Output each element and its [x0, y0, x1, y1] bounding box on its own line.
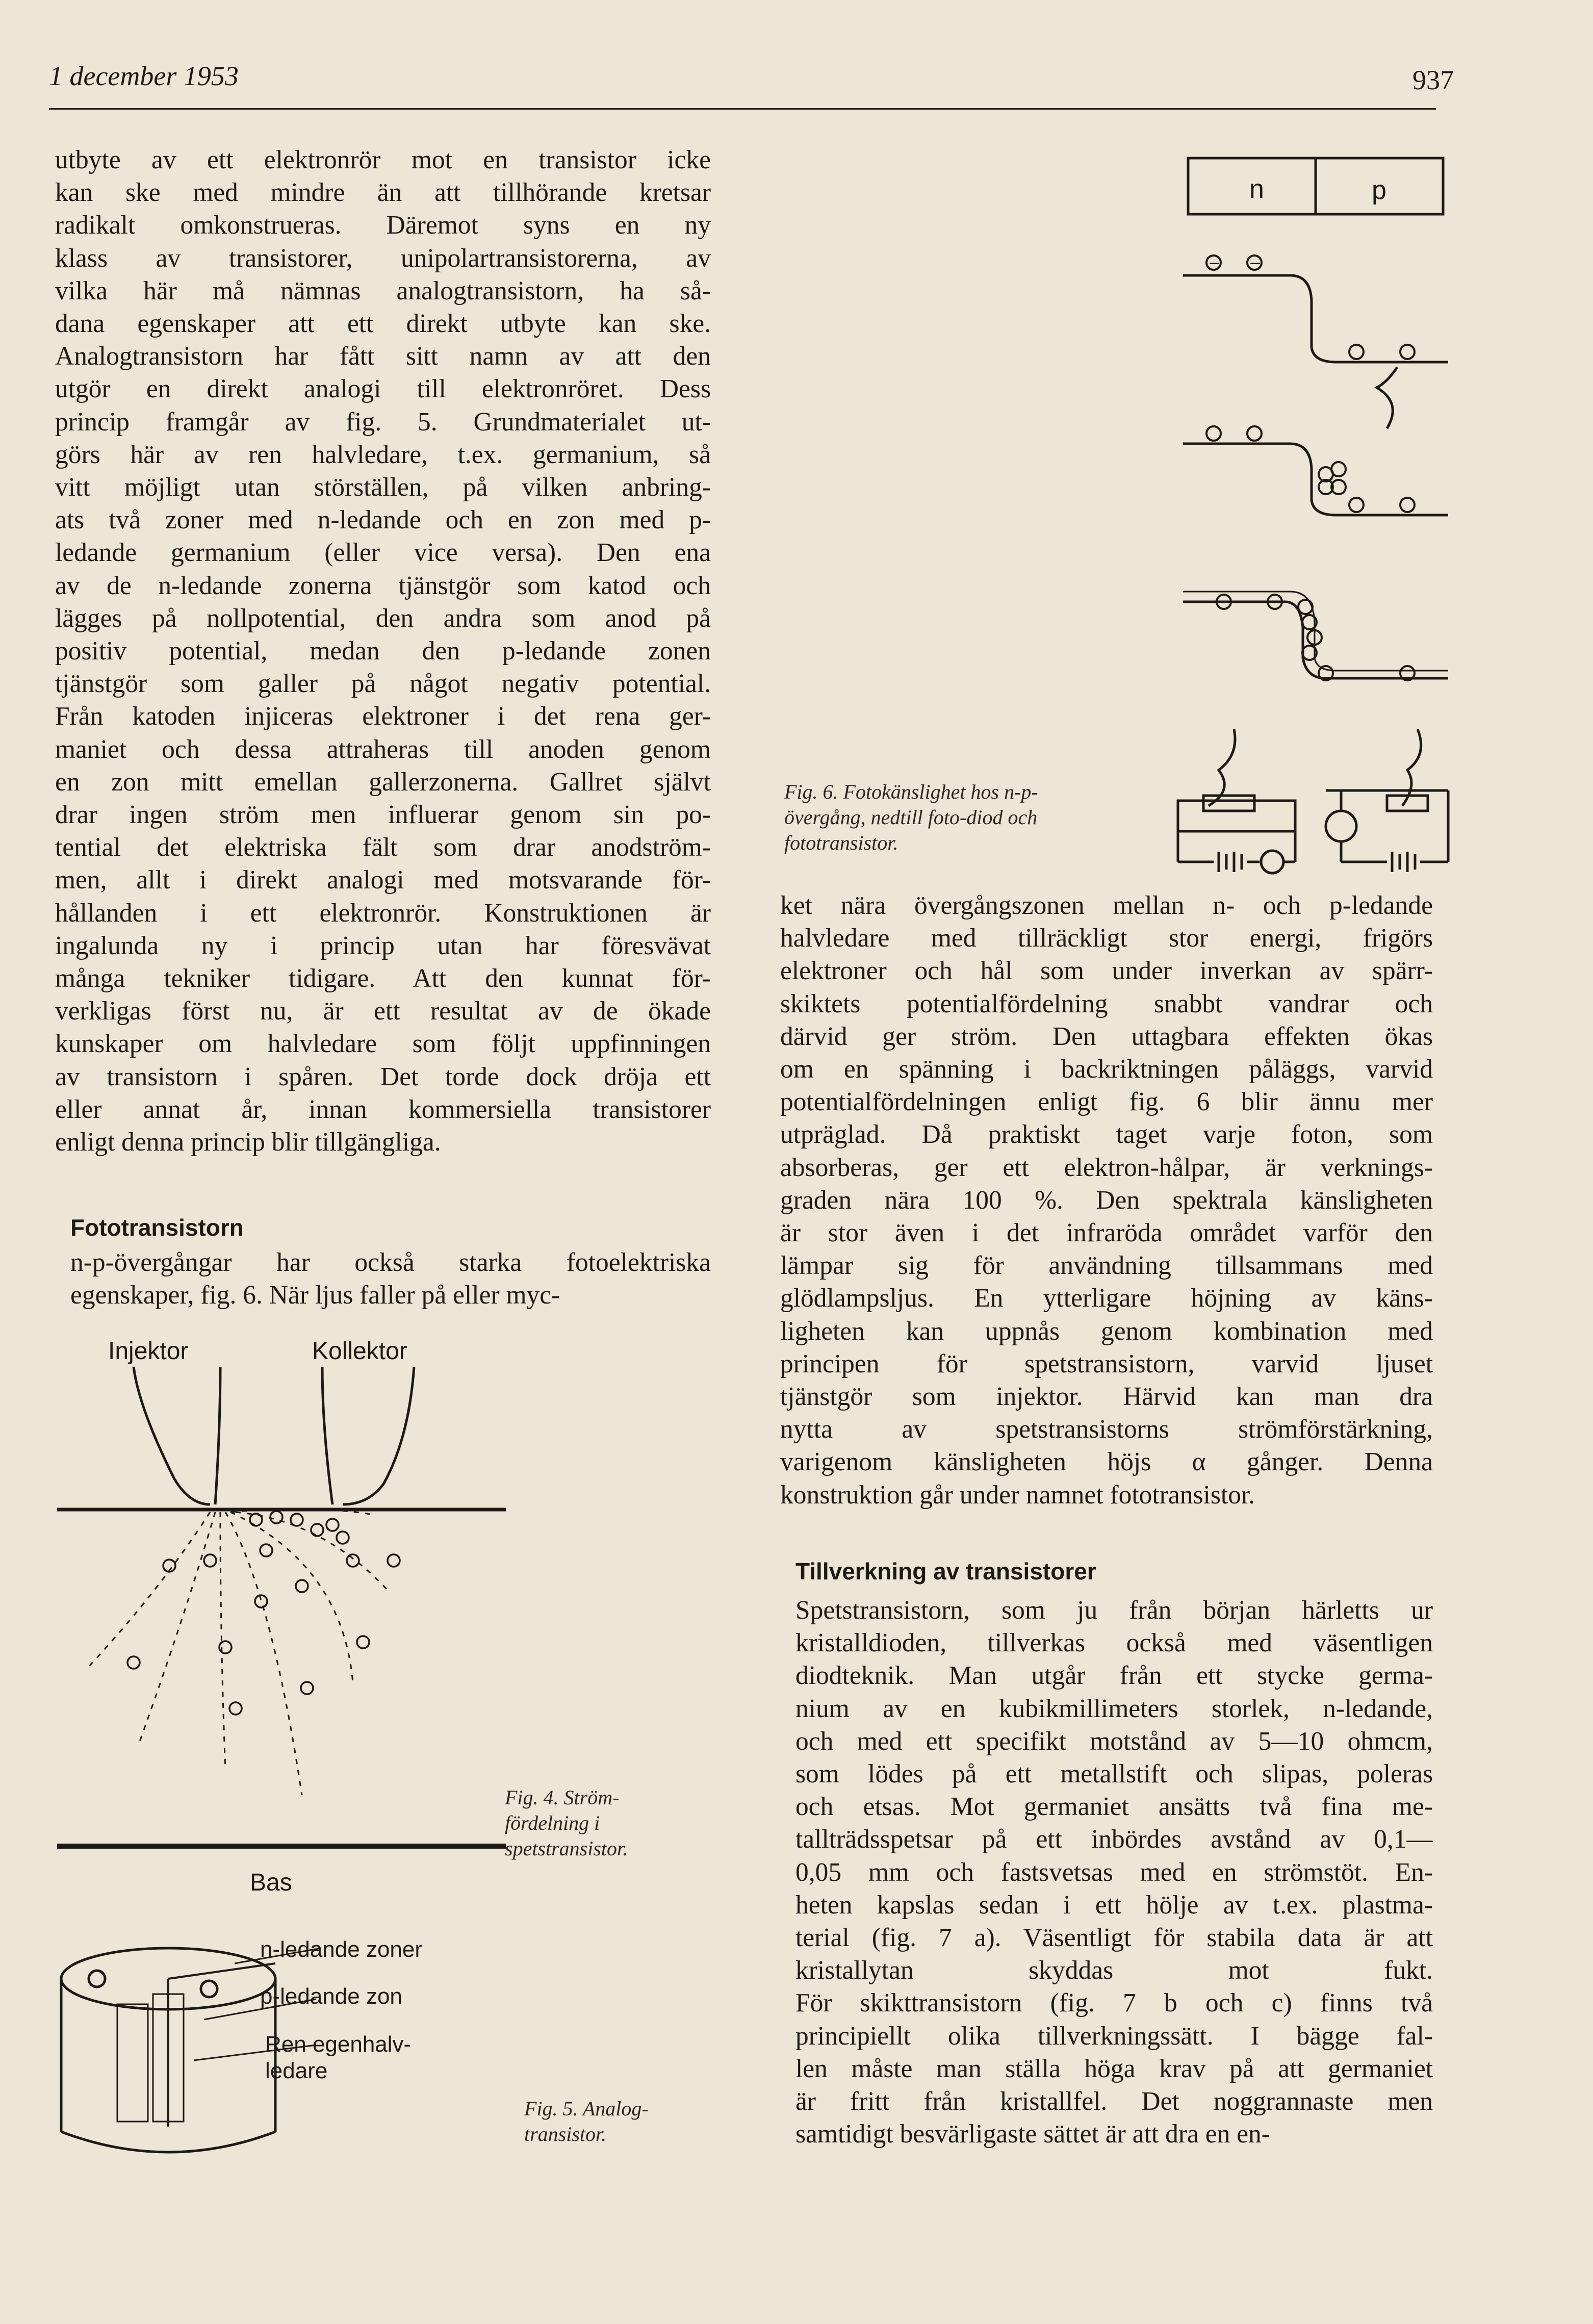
body-text-line: diodteknik. Man utgår från ett stycke germa-: [795, 1661, 1433, 1691]
body-text-line: varigenom känsligheten höjs α gånger. Denna: [780, 1447, 1433, 1477]
body-text-line: eller annat år, innan kommersiella transistorer: [55, 1094, 711, 1124]
body-text-line: graden nära 100 %. Den spektrala känsligheten: [780, 1185, 1433, 1215]
body-text-line: egenskaper, fig. 6. När ljus faller på eller myc-: [70, 1281, 560, 1310]
body-text-line: vilka här må nämnas analogtransistorn, ha så-: [55, 276, 711, 305]
body-text-line: radikalt omkonstrueras. Däremot syns en ny: [55, 211, 711, 240]
body-text-line: samtidigt besvärligaste sättet är att dra en en-: [795, 2119, 1270, 2149]
collector-wire-right: [343, 1367, 414, 1504]
svg-text:−: −: [1249, 254, 1262, 272]
section-heading-fototransistorn: Fototransistorn: [70, 1214, 244, 1241]
page-number: 937: [1412, 65, 1454, 95]
header-rule: [49, 108, 1436, 110]
electrode-right: [201, 1981, 217, 1997]
body-text-line: skiktets potentialfördelning snabbt vandrar och: [780, 989, 1433, 1018]
band-diagram-1: [1183, 275, 1448, 362]
body-text-line: ket nära övergångszonen mellan n- och p-ledande: [780, 891, 1433, 920]
label-bas: Bas: [250, 1869, 292, 1896]
body-text-line: kristalldioden, tillverkas också med väsentligen: [795, 1628, 1433, 1658]
body-text-line: kristallytan skyddas mot fukt.: [795, 1956, 1433, 1985]
body-text-line: Analogtransistorn har fått sitt namn av att den: [55, 342, 711, 371]
body-text-line: absorberas, ger ett elektron-hålpar, är verknings-: [780, 1153, 1433, 1182]
body-text-line: om en spänning i backriktningen påläggs, varvid: [780, 1055, 1433, 1084]
body-text-line: princip framgår av fig. 5. Grundmaterialet ut-: [55, 407, 711, 437]
body-text-line: lämpar sig för användning tillsammans med: [780, 1251, 1433, 1281]
collector-wire-left: [322, 1367, 332, 1504]
label-n-ledande-zoner: n-ledande zoner: [260, 1937, 423, 1962]
body-text-line: Spetstransistorn, som ju från början härletts ur: [795, 1596, 1433, 1625]
body-text-line: dana egenskaper att ett direkt utbyte kan ske.: [55, 309, 711, 339]
body-text-line: ledande germanium (eller vice versa). Den ena: [55, 538, 711, 568]
tillverkning-text: [795, 1594, 1433, 2151]
body-text-line: ligheten kan uppnås genom kombination med: [780, 1316, 1433, 1346]
electrode-left: [89, 1971, 105, 1987]
body-text-line: terial (fig. 7 a). Väsentligt för stabila data är att: [795, 1923, 1433, 1953]
fototransistor-intro-text: [70, 1246, 711, 1312]
photodiode-circuit: [1178, 729, 1295, 873]
body-text-line: kunskaper om halvledare som följt uppfinningen: [55, 1029, 711, 1059]
cylinder-bottom: [61, 2132, 275, 2152]
body-text-line: nytta av spetstransistorns strömförstärkning,: [780, 1415, 1433, 1444]
body-text-line: av transistorn i spåren. Det torde dock dröja ett: [55, 1062, 711, 1091]
band-diagram-2: [1183, 444, 1448, 515]
body-text-line: är stor även i det infraröda området varför den: [780, 1218, 1433, 1248]
body-text-line: utpräglad. Då praktiskt taget varje foton, som: [780, 1120, 1433, 1150]
body-text-line: och etsas. Mot germaniet ansätts två fina me-: [795, 1792, 1433, 1822]
label-injektor: Injektor: [108, 1338, 189, 1365]
body-text-line: vitt möjligt utan störställen, på vilken anbring-: [55, 473, 711, 502]
caption-fig4: Fig. 4. Ström-fördelning i spetstransistor.: [505, 1786, 628, 1860]
body-text-line: principen för spetstransistorn, varvid ljuset: [780, 1349, 1433, 1378]
page-date: 1 december 1953: [49, 61, 239, 91]
body-text-line: Från katoden injiceras elektroner i det rena ger-: [55, 702, 711, 731]
left-column-text: [55, 144, 711, 1159]
caption-fig6: Fig. 6. Fotokänslighet hos n-p-övergång, nedtill foto-diod och fototransistor.: [784, 780, 1038, 854]
body-text-line: drar ingen ström men influerar genom sin po-: [55, 800, 711, 830]
right-column-text: [780, 889, 1433, 1512]
label-ren-egenhalv: Ren egenhalv-: [265, 2032, 412, 2057]
electrons: [127, 1511, 400, 1715]
body-text-line: kan ske med mindre än att tillhörande kretsar: [55, 178, 711, 208]
caption-fig5: Fig. 5. Analog-transistor.: [524, 2097, 649, 2146]
body-text-line: enligt denna princip blir tillgängliga.: [55, 1128, 441, 1157]
svg-text:−: −: [1208, 254, 1221, 272]
label-p-ledande-zon: p-ledande zon: [260, 1984, 402, 2009]
body-text-line: tjänstgör som injektor. Härvid kan man dra: [780, 1382, 1433, 1412]
body-text-line: ingalunda ny i princip utan har föresvävat: [55, 931, 711, 960]
body-text-line: och med ett specifikt motstånd av 5—10 ohmcm,: [795, 1726, 1433, 1756]
body-text-line: är fritt från kristallfel. Det noggrannaste men: [795, 2087, 1433, 2116]
current-lines: [88, 1509, 389, 1795]
body-text-line: många tekniker tidigare. Att den kunnat för-: [55, 964, 711, 993]
body-text-line: klass av transistorer, unipolartransistorerna, av: [55, 243, 711, 273]
body-text-line: görs här av ren halvledare, t.ex. germanium, så: [55, 440, 711, 469]
body-text-line: ats två zoner med n-ledande och en zon med p-: [55, 505, 711, 535]
light-ray-1: [1377, 367, 1397, 428]
body-text-line: tallträdsspetsar på ett inbördes avstånd av 0,1—: [795, 1825, 1433, 1854]
np-label-p: p: [1372, 175, 1386, 205]
body-text-line: principiellt olika tillverkningssätt. I bägge fal-: [795, 2021, 1433, 2051]
body-text-line: halvledare med tillräckligt stor energi, frigörs: [780, 924, 1433, 953]
body-text-line: elektroner och hål som under inverkan av spärr-: [780, 956, 1433, 986]
body-text-line: maniet och dessa attraheras till anoden genom: [55, 734, 711, 764]
body-text-line: glödlampsljus. En ytterligare höjning av käns-: [780, 1284, 1433, 1313]
body-text-line: utgör en direkt analogi till elektronröret. Dess: [55, 374, 711, 404]
body-text-line: För skikttransistorn (fig. 7 b och c) finns två: [795, 1988, 1433, 2018]
figure-6-photosensitivity: [1173, 148, 1458, 882]
body-text-line: potentialfördelningen enligt fig. 6 blir ännu mer: [780, 1087, 1433, 1117]
body-text-line: positiv potential, medan den p-ledande zonen: [55, 636, 711, 666]
body-text-line: 0,05 mm och fastsvetsas med en strömstöt. En-: [795, 1857, 1433, 1887]
body-text-line: n-p-övergångar har också starka fotoelektriska: [70, 1248, 711, 1277]
body-text-line: som lödes på ett metallstift och slipas, poleras: [795, 1759, 1433, 1789]
body-text-line: därvid ger ström. Den uttagbara effekten ökas: [780, 1021, 1433, 1051]
injector-wire-right: [215, 1367, 220, 1504]
core-zone: [117, 2004, 148, 2122]
label-ledare: ledare: [265, 2058, 328, 2083]
body-text-line: heten kapslas sedan i ett hölje av t.ex. plastma-: [795, 1890, 1433, 1920]
body-text-line: en zon mitt emellan gallerzonerna. Gallret självt: [55, 767, 711, 797]
np-label-n: n: [1249, 174, 1264, 204]
body-text-line: verkligas först nu, är ett resultat av de ökade: [55, 997, 711, 1026]
section-heading-tillverkning: Tillverkning av transistorer: [795, 1558, 1096, 1585]
body-text-line: tjänstgör som galler på något negativ potential.: [55, 669, 711, 699]
body-text-line: utbyte av ett elektronrör mot en transistor icke: [55, 145, 711, 174]
body-text-line: tential det elektriska fält som drar anodström-: [55, 833, 711, 862]
label-kollektor: Kollektor: [312, 1338, 407, 1365]
injector-wire-left: [134, 1367, 210, 1504]
body-text-line: len måste man ställa höga krav på att germaniet: [795, 2054, 1433, 2083]
figure-4-current-distribution: [57, 1336, 506, 1856]
body-text-line: hållanden i ett elektronrör. Konstruktionen är: [55, 898, 711, 928]
body-text-line: men, allt i direkt analogi med motsvarande för-: [55, 865, 711, 895]
body-text-line: av de n-ledande zonerna tjänstgör som katod och: [55, 571, 711, 600]
phototransistor-circuit: [1326, 729, 1448, 872]
body-text-line: konstruktion går under namnet fototransistor.: [780, 1480, 1255, 1510]
body-text-line: nium av en kubikmillimeters storlek, n-ledande,: [795, 1694, 1433, 1723]
body-text-line: lägges på nollpotential, den andra som anod på: [55, 603, 711, 633]
